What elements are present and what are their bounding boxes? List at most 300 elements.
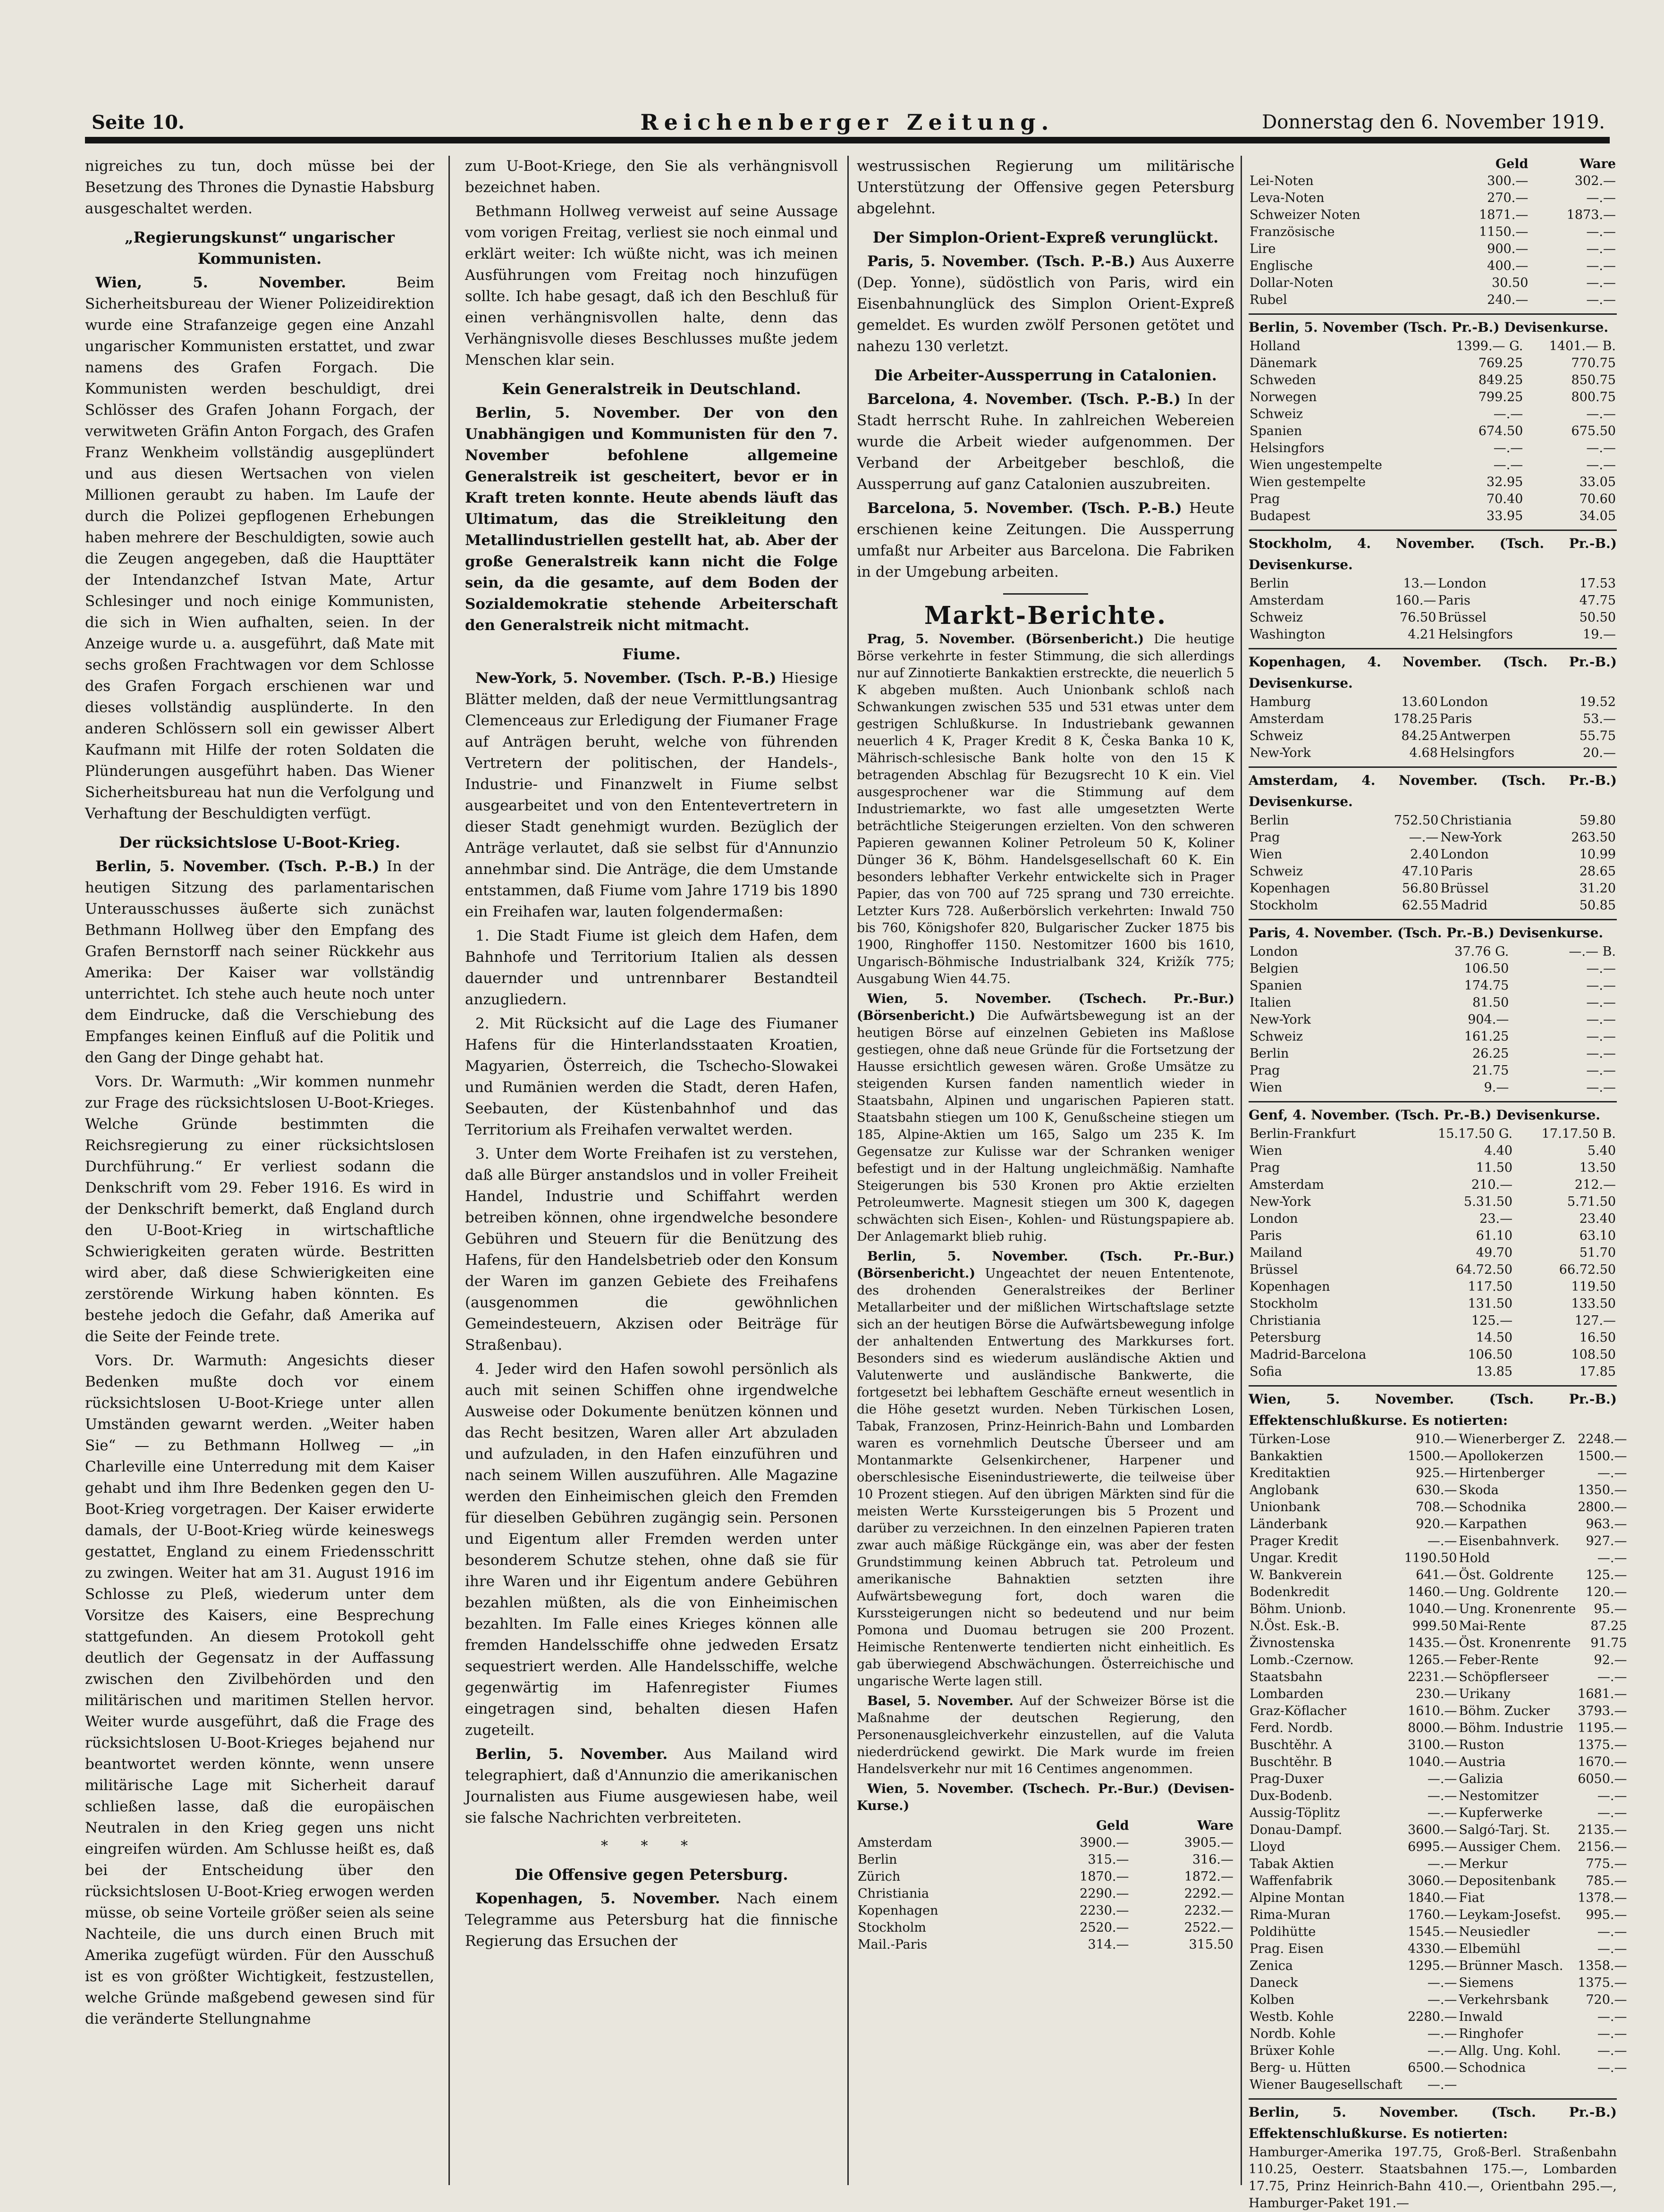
table-cell: Berlin: [858, 1852, 897, 1867]
table-cell: Graz-Köflacher: [1250, 1704, 1347, 1718]
table-row: [1249, 1856, 1628, 1873]
table-cell: Rima-Muran: [1250, 1908, 1331, 1922]
table-body: [1249, 173, 1617, 309]
table-cell: Lloyd: [1250, 1840, 1285, 1854]
table-cell: Schöpflerseer: [1459, 1670, 1549, 1684]
table-cell: 314.—: [1088, 1937, 1129, 1952]
table-cell: 210.—: [1471, 1177, 1513, 1192]
table-cell: Ungar. Kredit: [1250, 1551, 1338, 1565]
table-cell: Washington: [1250, 627, 1326, 642]
table-cell: Schweizer Noten: [1250, 208, 1360, 222]
table-cell: 1378.—: [1578, 1891, 1627, 1905]
table-cell: 16.50: [1579, 1330, 1616, 1345]
table-cell: 212.—: [1574, 1177, 1616, 1192]
table-cell: 70.40: [1487, 492, 1523, 506]
table-cell: 66.72.50: [1559, 1262, 1616, 1277]
table-cell: [1577, 2077, 1628, 2094]
table-cell: 4.21: [1408, 627, 1436, 642]
table-cell: 400.—: [1487, 259, 1529, 273]
table-row: [1249, 508, 1617, 525]
table-cell: —.—: [1427, 1772, 1457, 1786]
table-cell: 91.75: [1590, 1636, 1627, 1650]
table-cell: Paris: [1250, 1228, 1282, 1243]
table-cell: 50.85: [1579, 898, 1616, 913]
table-row: [1249, 592, 1617, 609]
table-row: [1249, 1941, 1628, 1958]
table-cell: 1040.—: [1408, 1602, 1457, 1616]
table-row: [1249, 1652, 1628, 1669]
table-cell: Ung. Goldrente: [1459, 1585, 1559, 1599]
table-cell: 4330.—: [1408, 1942, 1457, 1956]
table-cell: Unionbank: [1250, 1500, 1320, 1514]
table-title: Stockholm, 4. November. (Tsch. Pr.-B.) Devisenkurse.: [1249, 530, 1617, 575]
table-cell: Madrid-Barcelona: [1250, 1347, 1367, 1362]
table-cell: Leykam-Josefst.: [1459, 1908, 1561, 1922]
table-cell: 904.—: [1468, 1012, 1509, 1027]
table-cell: Amsterdam: [858, 1835, 932, 1850]
table-row: [1249, 173, 1617, 190]
market-report: [857, 631, 1234, 1953]
table-cell: New-York: [1250, 746, 1311, 760]
table-cell: Prag: [1250, 492, 1280, 506]
table-cell: Bankaktien: [1250, 1449, 1323, 1463]
table-cell: 315.50: [1189, 1937, 1233, 1952]
table-cell: Karpathen: [1459, 1517, 1527, 1531]
devisen-table: [857, 1817, 1234, 1953]
table-cell: 10.99: [1579, 847, 1616, 862]
table-row: [1249, 1737, 1628, 1754]
table-cell: London: [1440, 847, 1489, 862]
table-cell: 47.10: [1402, 864, 1439, 879]
table-cell: Schweiz: [1250, 1029, 1303, 1044]
table-cell: 34.05: [1579, 509, 1616, 523]
table-cell: 17.53: [1579, 576, 1616, 591]
separator: [1003, 593, 1088, 595]
table-header: [1249, 156, 1617, 173]
table-row: [1249, 1228, 1617, 1245]
table-cell: Anglobank: [1250, 1483, 1319, 1497]
table-cell: 56.80: [1402, 881, 1439, 896]
table-cell: Brüssel: [1440, 881, 1489, 896]
table-row: [1249, 1160, 1617, 1177]
table-cell: Kreditaktien: [1250, 1466, 1331, 1480]
table-cell: Nordb. Kohle: [1250, 2027, 1336, 2041]
table-row: [1249, 1465, 1628, 1482]
article-text: Aus Auxerre (Dep. Yonne), südöstlich von Paris, wird ein Eisenbahnunglück des Simplon Orient-Expreß gemeldet. Es wurden zwölf Personen getötet und nahezu 130 verletzt.: [857, 253, 1234, 355]
table-cell: 2156.—: [1578, 1840, 1627, 1854]
table-cell: 800.75: [1571, 390, 1616, 404]
table-row: [1249, 1177, 1617, 1194]
table-cell: 53.—: [1583, 712, 1616, 726]
dateline: Barcelona, 4. November. (Tsch. P.-B.): [867, 391, 1181, 408]
table-cell: Wien gestempelte: [1250, 475, 1366, 489]
table-cell: —.—: [1597, 1551, 1627, 1565]
table-cell: —.—: [1597, 2061, 1627, 2075]
table-cell: —.—: [1586, 242, 1616, 256]
table-cell: Berlin: [1250, 1046, 1289, 1061]
amsterdam-devisen-table: [1249, 812, 1617, 914]
table-cell: Lei-Noten: [1250, 174, 1314, 188]
table-cell: Böhm. Zucker: [1459, 1704, 1550, 1718]
table-row: [1249, 897, 1617, 914]
berlin-devisen-table: [1249, 338, 1617, 525]
table-row: [857, 1902, 1234, 1919]
article-heading: „Regierungskunst“ ungarischer Kommunisten.: [125, 228, 395, 268]
table-cell: 2522.—: [1184, 1920, 1233, 1935]
table-cell: —.—: [1493, 407, 1523, 421]
table-cell: 850.75: [1571, 373, 1616, 387]
header-rule: [85, 137, 1610, 143]
table-cell: 1040.—: [1408, 1755, 1457, 1769]
article-text: In der Stadt herrscht Ruhe. In zahlreichen Webereien wurde die Arbeit wieder aufgenommen. Der Verband der Arbeitgeber beschloß, die Aussperrung auf ganz Catalonien auszubreiten.: [857, 391, 1235, 493]
table-cell: Länderbank: [1250, 1517, 1327, 1531]
table-cell: 300.—: [1487, 174, 1529, 188]
table-cell: Lomb.-Czernow.: [1250, 1653, 1354, 1667]
table-cell: 1500.—: [1578, 1449, 1627, 1463]
table-cell: 127.—: [1574, 1313, 1616, 1328]
table-cell: Schweiz: [1250, 864, 1303, 879]
table-row: [1249, 1194, 1617, 1211]
table-cell: Aussiger Chem.: [1459, 1840, 1561, 1854]
table-cell: 1150.—: [1479, 225, 1529, 239]
table-cell: Inwald: [1459, 2010, 1503, 2024]
table-cell: 84.25: [1401, 729, 1438, 743]
table-cell: —.—: [1586, 407, 1616, 421]
table-cell: 70.60: [1579, 492, 1616, 506]
table-cell: 20.—: [1583, 746, 1616, 760]
table-cell: 2800.—: [1578, 1500, 1627, 1514]
table-cell: 13.—: [1403, 576, 1436, 591]
table-cell: Spanien: [1250, 978, 1302, 993]
table-cell: 2520.—: [1080, 1920, 1129, 1935]
table-cell: Allg. Ung. Kohl.: [1459, 2044, 1561, 2058]
paris-devisen-table: [1249, 943, 1617, 1096]
table-cell: Hirtenberger: [1459, 1466, 1545, 1480]
table-row: [1249, 2060, 1628, 2077]
table-cell: London: [1250, 944, 1298, 959]
article-heading: Der Simplon-Orient-Expreß verunglückt.: [872, 228, 1219, 246]
table-cell: 1399.— G.: [1456, 339, 1523, 353]
table-cell: Nestomitzer: [1459, 1789, 1539, 1803]
article-text: Hiesige Blätter melden, daß der neue Vermittlungsantrag Clemenceaus zur Erledigung der Fiumaner Frage auf Anträgen beruht, welche von führenden Vertretern der politischen, der Handels-, Industrie- und Finanzwelt in Fiume selbst ausgearbeitet und von den Ententevertretern in dieser Stadt genehmigt wurden. Bezüglich der Anträge verlautet, daß sie selbst für d'Annunzio annehmbar sind. Die Anträge, die dem Umstande entstammen, daß Fiume vom Jahre 1719 bis 1890 ein Freihafen war, lauten folgendermaßen:: [465, 670, 838, 920]
article-text: Heute erschienen keine Zeitungen. Die Aussperrung umfaßt nur Arbeiter aus Barcelona. Die Fabriken in der Umgebung arbeiten.: [857, 500, 1234, 580]
table-cell: 1871.—: [1479, 208, 1529, 222]
table-cell: Schweiz: [1250, 407, 1303, 421]
table-cell: Prager Kredit: [1250, 1534, 1338, 1548]
table-cell: 14.50: [1476, 1330, 1513, 1345]
table-row: [857, 1885, 1234, 1902]
article-text: Nach einem Telegramme aus Petersburg hat die finnische Regierung das Ersuchen der: [465, 1890, 838, 1950]
table-cell: 21.75: [1472, 1063, 1509, 1078]
table-cell: 1873.—: [1566, 208, 1616, 222]
paragraph: nigreiches zu tun, doch müsse bei der Besetzung des Thrones die Dynastie Habsburg ausgeschaltet werden.: [85, 158, 434, 217]
table-row: [1249, 1805, 1628, 1822]
table-cell: Staatsbahn: [1250, 1670, 1323, 1684]
dateline: Wien, 5. November. (Tschech. Pr.-Bur.) (Börsenbericht.): [857, 992, 1234, 1023]
table-cell: Schweiz: [1250, 610, 1303, 625]
table-row: [1249, 224, 1617, 241]
table-cell: 927.—: [1586, 1534, 1627, 1548]
table-body: [1249, 575, 1617, 643]
table-cell: Schodnica: [1459, 2061, 1526, 2075]
table-cell: 849.25: [1478, 373, 1523, 387]
table-cell: 2135.—: [1578, 1823, 1627, 1837]
table-cell: 61.10: [1476, 1228, 1513, 1243]
table-cell: Brüssel: [1438, 610, 1487, 625]
table-row: [1249, 423, 1617, 440]
table-cell: Wienerberger Z.: [1459, 1432, 1566, 1447]
table-cell: 76.50: [1400, 610, 1436, 625]
table-cell: 1190.50: [1404, 1551, 1457, 1565]
table-cell: Berlin-Frankfurt: [1250, 1127, 1356, 1141]
table-cell: Tabak Aktien: [1250, 1857, 1335, 1871]
table-row: [1249, 1312, 1617, 1329]
table-cell: 770.75: [1571, 356, 1616, 370]
column-4: [1249, 156, 1627, 2211]
article-body: [465, 1888, 838, 1952]
dateline: Berlin, 5. November.: [475, 1746, 668, 1763]
table-cell: 125.—: [1471, 1313, 1513, 1328]
table-cell: 50.50: [1579, 610, 1616, 625]
table-row: [1249, 575, 1617, 592]
dateline: Basel, 5. November.: [867, 1694, 1014, 1708]
table-cell: 999.50: [1412, 1619, 1457, 1633]
article-body: [857, 1248, 1234, 1690]
table-row: [1249, 241, 1617, 258]
table-cell: 19.—: [1583, 627, 1616, 642]
table-row: [1249, 491, 1617, 508]
table-row: [1249, 372, 1617, 389]
table-row: [1249, 2077, 1628, 2094]
table-cell: Brüxer Kohle: [1250, 2044, 1335, 2058]
table-cell: 1435.—: [1408, 1636, 1457, 1650]
table-cell: Kupferwerke: [1459, 1806, 1543, 1820]
table-cell: Berlin: [1250, 576, 1289, 591]
table-row: [1249, 1329, 1617, 1346]
table-cell: Buschtěhr. A: [1250, 1738, 1332, 1752]
newspaper-title: Reichenberger Zeitung.: [640, 109, 1055, 135]
table-cell: Petersburg: [1250, 1330, 1321, 1345]
table-row: [1249, 1363, 1617, 1380]
table-row: [1249, 275, 1617, 292]
article-heading: Fiume.: [622, 645, 681, 663]
table-row: [1249, 1975, 1628, 1992]
table-cell: 160.—: [1395, 593, 1436, 608]
table-cell: 64.72.50: [1455, 1262, 1513, 1277]
table-cell: Neusiedler: [1459, 1925, 1530, 1939]
table-cell: 641.—: [1416, 1568, 1457, 1582]
dateline: Wien, 5. November.: [95, 274, 346, 291]
article-heading: Die Arbeiter-Aussperrung in Catalonien.: [874, 366, 1217, 384]
table-cell: Ruston: [1459, 1738, 1504, 1752]
table-cell: 55.75: [1579, 729, 1616, 743]
table-cell: Paris: [1440, 864, 1473, 879]
table-cell: 302.—: [1574, 174, 1616, 188]
table-cell: 1500.—: [1408, 1449, 1457, 1463]
table-cell: 23.—: [1479, 1211, 1513, 1226]
table-cell: 3600.—: [1408, 1823, 1457, 1837]
table-row: [1249, 1754, 1628, 1771]
table-row: [1249, 745, 1617, 762]
table-cell: —.—: [1597, 2044, 1627, 2058]
table-row: [857, 1936, 1234, 1953]
table-cell: 59.80: [1579, 813, 1616, 828]
table-row: [1249, 292, 1617, 309]
table-cell: —.—: [1586, 1029, 1616, 1044]
table-cell: Feber-Rente: [1459, 1653, 1539, 1667]
table-cell: Alpine Montan: [1250, 1891, 1345, 1905]
table-row: [1249, 1079, 1617, 1096]
table-body: [1249, 812, 1617, 914]
article-text: Aus Mailand wird telegraphiert, daß d'Annunzio die amerikanischen Journalisten aus Fiume ausgewiesen habe, weil sie falsche Nachrichten verbreiteten.: [465, 1746, 838, 1826]
table-cell: 120.—: [1586, 1585, 1627, 1599]
table-body: [1249, 1431, 1628, 2094]
table-cell: Živnostenska: [1250, 1636, 1335, 1650]
table-cell: Mailand: [1250, 1245, 1302, 1260]
table-row: [1249, 1262, 1617, 1278]
table-cell: Ringhofer: [1459, 2027, 1523, 2041]
article-text: In der heutigen Sitzung des parlamentarischen Unterausschusses äußerte sich zunächst Bethmann Hollweg über den Empfang des Grafen Bernstorff nach seiner Rückkehr aus Amerika: Der Kaiser war vollständig unterrichtet. Ich stehe auch heute noch unter dem Eindrucke, daß die Verschiebung des Empfanges keinen Einfluß auf die Politik und den Gang der Dinge gehabt hat.: [85, 858, 435, 1066]
table-cell: Prag: [1250, 1063, 1280, 1078]
table-cell: 1358.—: [1578, 1959, 1627, 1973]
table-header-cell: Geld: [1495, 157, 1529, 171]
table-cell: Christiania: [858, 1886, 929, 1901]
table-cell: —.—: [1427, 1789, 1457, 1803]
table-cell: Wien: [1250, 1080, 1283, 1095]
table-cell: —.—: [1493, 458, 1523, 472]
table-cell: 23.40: [1579, 1211, 1616, 1226]
table-cell: 1870.—: [1080, 1869, 1129, 1884]
table-row: [1249, 1992, 1628, 2009]
table-row: [1249, 694, 1617, 711]
table-row: [1249, 880, 1617, 897]
table-cell: London: [1250, 1211, 1298, 1226]
table-cell: Berg- u. Hütten: [1250, 2061, 1351, 2075]
table-cell: Stockholm: [858, 1920, 926, 1935]
table-cell: 11.50: [1476, 1161, 1513, 1175]
article-body: [85, 856, 434, 1068]
table-cell: Berlin: [1250, 813, 1289, 828]
table-row: [1249, 1245, 1617, 1262]
table-row: [857, 1834, 1234, 1851]
table-header: [857, 1817, 1234, 1834]
table-row: [1249, 1045, 1617, 1062]
table-cell: —.—: [1597, 1789, 1627, 1803]
table-row: [1249, 960, 1617, 977]
table-cell: —.—: [1586, 995, 1616, 1010]
paragraph: zum U-Boot-Kriege, den Sie als verhängnisvoll bezeichnet haben.: [465, 158, 838, 196]
table-row: [1249, 207, 1617, 224]
table-cell: 270.—: [1487, 191, 1529, 205]
table-cell: New-York: [1250, 1194, 1311, 1209]
table-row: [1249, 2026, 1628, 2043]
table-cell: Öst. Goldrente: [1459, 1568, 1554, 1582]
table-cell: Christiania: [1440, 813, 1512, 828]
dateline: Berlin, 5. November. (Tsch. Pr.-Bur.) (Börsenbericht.): [857, 1249, 1234, 1281]
table-cell: 1545.—: [1408, 1925, 1457, 1939]
article-text: Ungeachtet der neuen Ententenote, des drohenden Generalstreikes der Berliner Metallarbeiter und der mißlichen Wirtschaftslage setzte sich an der heutigen Börse die Aufwärtsbewegung infolge der anhaltenden Entwertung des Markkurses fort. Besonders sind es wiederum ausländische Aktien und Valutenwerte und ausländische Bankwerte, die fortgesetzt bei lebhaftem Geschäfte erneut wesentlich in die Höhe gesetzt wurden. Neben Türkischen Losen, Tabak, Franzosen, Prinz-Heinrich-Bahn und Lombarden waren es vornehmlich Deutsche Überseer und am Montanmarkte Gelsenkirchener, Harpener und oberschlesische Eisenindustriewerte, die teilweise über 10 Prozent stiegen. Auf den übrigen Märkten sind für die meisten Werte Kurssteigerungen bis 5 Prozent und darüber zu verzeichnen. In den einzelnen Papieren traten zwar auch mäßige Rückgänge ein, was aber der festen Grundstimmung keinen Abbruch tat. Petroleum und amerikanische Bahnaktien setzten ihre Aufwärtsbewegung fort, doch waren die Kurssteigerungen nicht so bedeutend und nur beim Pomona und Duomau betrugen sie 200 Prozent. Heimische Rentenwerte tendierten nicht einheitlich. Es gab überwiegend Abschwächungen. Österreichische und ungarische Werte lagen still.: [857, 1266, 1235, 1689]
table-header-cell: Geld: [1096, 1818, 1129, 1833]
section-title: Markt-Berichte.: [924, 601, 1167, 630]
table-body: [1249, 943, 1617, 1096]
table-cell: 5.71.50: [1567, 1194, 1616, 1209]
table-cell: 775.—: [1586, 1857, 1627, 1871]
table-cell: Italien: [1250, 995, 1292, 1010]
table-row: [1249, 863, 1617, 880]
paragraph: Vors. Dr. Warmuth: Angesichts dieser Bedenken mußte doch vor einem rücksichtslosen U-Boot-Kriege unter allen Umständen gewarnt werden. „Weiter haben Sie“ — zu Bethmann Hollweg — „in Charleville eine Unterredung mit dem Kaiser gehabt und ihm Ihre Bedenken gegen den U-Boot-Krieg vorgetragen. Der Kaiser erwiderte damals, der U-Boot-Krieg würde keineswegs gestattet, England zu einem Friedensschritt zu zwingen. Weiter hat am 31. August 1916 im Schlosse zu Pleß, wiederum unter dem Vorsitze des Kaisers, eine Besprechung stattgefunden. An diesem Protokoll geht deutlich der Gegensatz in der Auffassung zwischen den Zivilbehörden und den militärischen und maritimen Stellen hervor. Weiter wurde ausgeführt, daß die Frage des rücksichtslosen U-Boot-Krieges bejahend nur beantwortet werden könnte, wenn unsere militärische Lage mit Sicherheit darauf schließen lasse, daß die europäischen Neutralen in den Krieg gegen uns nicht eingreifen würden. Am Schlusse heißt es, daß bei der Entscheidung über den rücksichtslosen U-Boot-Krieg erwogen werden müsse, ob seine Vorteile größer seien als seine Nachteile, die uns durch einen Bruch mit Amerika zugefügt würden. Für den Ausschuß ist es von größter Wichtigkeit, festzustellen, welche Gründe maßgebend gewesen sind für die veränderte Stellungnahme: [85, 1352, 434, 2027]
table-cell: Eisenbahnverk.: [1459, 1534, 1560, 1548]
table-cell: —.—: [1586, 225, 1616, 239]
table-cell: 87.25: [1590, 1619, 1627, 1633]
table-title: Wien, 5. November. (Tsch. Pr.-B.) Effektenschlußkurse. Es notierten:: [1249, 1385, 1617, 1431]
table-cell: —.—: [1586, 293, 1616, 307]
table-cell: Wien ungestempelte: [1250, 458, 1382, 472]
table-row: [857, 1868, 1234, 1885]
table-row: [1249, 1126, 1617, 1143]
article-text: Die Aufwärtsbewegung ist an der heutigen Börse auf einzelnen Gebieten ins Maßlose gestiegen, ohne daß neue Gründe für die Fortsetzung der Hausse ersichtlich gewesen wären. Große Umsätze zu steigenden Kursen fanden namentlich wieder in Staatsbahn, Alpinen und ungarischen Papieren statt. Staatsbahn stiegen um 100 K, Genußscheine stiegen um 185, Alpine-Aktien um 165, Salgo um 235 K. Im Gegensatze zur Kulisse war der Schranken weniger befestigt und in der Haltung ungleichmäßig. Namhafte Steigerungen bis 530 Kronen pro Aktie erzielten Petroleumwerte. Magnesit stiegen um 300 K, dagegen schwächten sich Eisen-, Kohlen- und Rüstungspapiere ab. Der Anlagemarkt blieb ruhig.: [857, 1009, 1234, 1244]
table-cell: Helsingfors: [1438, 627, 1513, 642]
table-cell: 1840.—: [1408, 1891, 1457, 1905]
table-cell: —.—: [1427, 2077, 1457, 2092]
table-cell: 19.52: [1579, 695, 1616, 709]
table-cell: 30.50: [1492, 276, 1529, 290]
table-cell: Siemens: [1459, 1976, 1514, 1990]
table-cell: 769.25: [1478, 356, 1523, 370]
issue-date: Donnerstag den 6. November 1919.: [1262, 111, 1605, 133]
table-row: [1249, 977, 1617, 994]
table-cell: —.—: [1586, 1046, 1616, 1061]
table-cell: Kopenhagen: [1250, 881, 1330, 896]
table-cell: 6500.—: [1408, 2061, 1457, 2075]
table-cell: —.—: [1409, 830, 1439, 845]
table-row: [1249, 457, 1617, 474]
table-cell: 3793.—: [1578, 1704, 1627, 1718]
table-cell: —.—: [1427, 1806, 1457, 1820]
article-body: [857, 498, 1234, 583]
table-cell: 3905.—: [1184, 1835, 1233, 1850]
table-cell: 131.50: [1468, 1296, 1513, 1311]
table-cell: 2231.—: [1408, 1670, 1457, 1684]
article-text: Beim Sicherheitsbureau der Wiener Polizeidirektion wurde eine Strafanzeige gegen eine Anzahl ungarischer Kommunisten erstattet, und zwar namens des Grafen Forgach. Die Kommunisten werden beschuldigt, drei Schlösser des Grafen Johann Forgach, der verwitweten Gräfin Anton Forgach, des Grafen Franz Wenkheim vollständig ausgeplündert und aus diesen Wertsachen von vielen Millionen geraubt zu haben. Im Laufe der durch die Polizei gepflogenen Erhebungen haben mehrere der Beschuldigten, sowie auch die Zeugen angegeben, daß die Haupttäter der Intendanzchef Istvan Mate, Artur Schlesinger und noch einige Kommunisten, die sich in Wien aufhalten, seien. In der Anzeige wurde u. a. ausgeführt, daß Mate mit sechs großen Frachtwagen vor dem Schlosse des Grafen Forgach erschienen war und dieses vollständig ausplünderte. In den anderen Schlössern soll ein gewisser Albert Kaufmann mit Hilfe der roten Soldaten die Plünderungen ausgeführt haben. Das Wiener Sicherheitsbureau hat nun die Verfolgung und Verhaftung der Beschuldigten verfügt.: [85, 274, 434, 822]
table-cell: 1610.—: [1408, 1704, 1457, 1718]
table-row: [1249, 1062, 1617, 1079]
table-row: [1249, 1703, 1628, 1720]
table-body: [857, 1834, 1234, 1953]
table-cell: Kopenhagen: [858, 1903, 938, 1918]
table-row: [1249, 1346, 1617, 1363]
table-cell: 33.05: [1579, 475, 1616, 489]
table-cell: 2.40: [1410, 847, 1439, 862]
table-cell: Öst. Kronenrente: [1459, 1636, 1571, 1650]
article-body: [857, 251, 1234, 357]
table-cell: 925.—: [1416, 1466, 1457, 1480]
table-cell: Stockholm: [1250, 898, 1318, 913]
table-cell: Kolben: [1250, 1993, 1294, 2007]
table-cell: —.—: [1586, 1012, 1616, 1027]
table-cell: 1295.—: [1408, 1959, 1457, 1973]
table-cell: —.—: [1597, 1670, 1627, 1684]
table-body: [1249, 694, 1617, 762]
table-cell: Apollokerzen: [1459, 1449, 1544, 1463]
table-cell: —.—: [1427, 2027, 1457, 2041]
table-cell: 910.—: [1416, 1432, 1457, 1447]
table-row: [1249, 1431, 1628, 1448]
table-cell: Urikany: [1459, 1687, 1511, 1701]
table-row: [857, 1851, 1234, 1868]
table-cell: 674.50: [1478, 424, 1523, 438]
table-cell: 2232.—: [1184, 1903, 1233, 1918]
table-cell: Schodnika: [1459, 1500, 1527, 1514]
